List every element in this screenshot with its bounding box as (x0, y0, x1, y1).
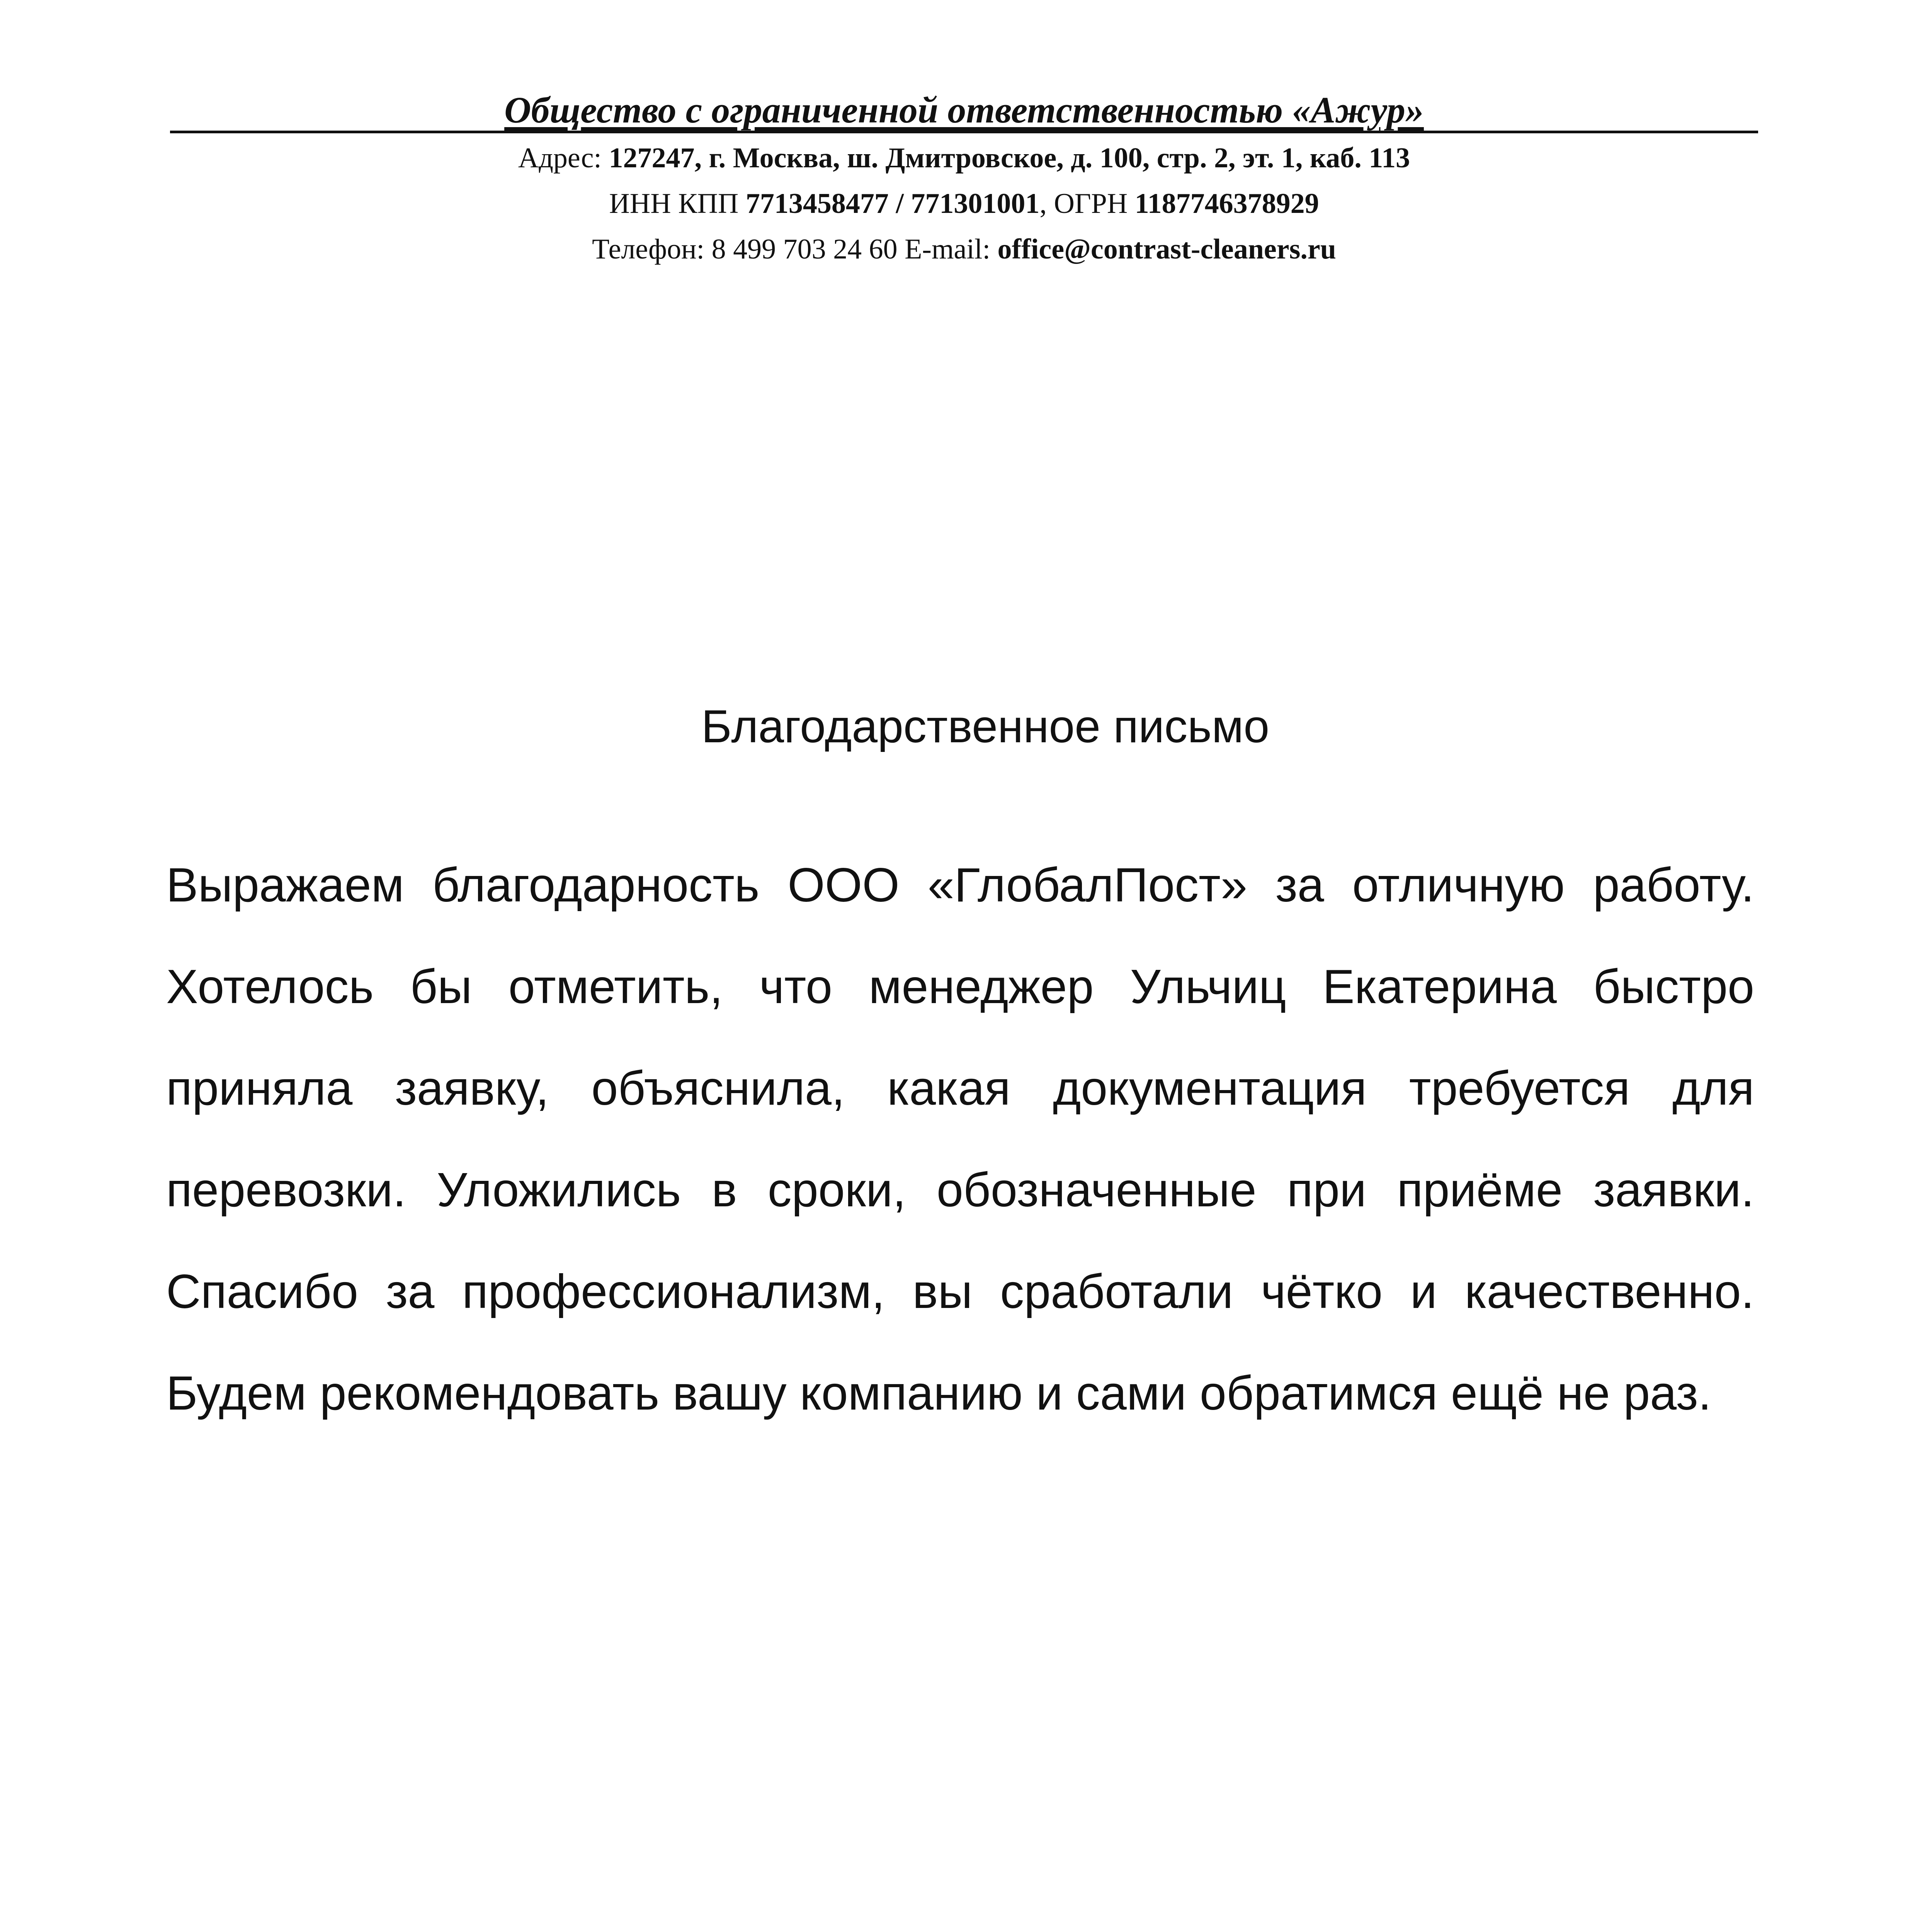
inn-label: ИНН КПП (609, 188, 746, 219)
letterhead-rule (170, 131, 1758, 133)
address-line (170, 135, 1758, 181)
phone-label: Телефон: 8 499 703 24 60 E-mail: (592, 233, 998, 265)
inn-line (170, 181, 1758, 226)
inn-value: 7713458477 / 771301001 (745, 188, 1040, 219)
address-value: 127247, г. Москва, ш. Дмитровское, д. 100, стр. 2, эт. 1, каб. 113 (609, 142, 1410, 174)
company-name: Общество с ограниченной ответственностью «Ажур» (504, 89, 1424, 131)
letterhead (170, 85, 1758, 272)
address-label: Адрес: (518, 142, 609, 174)
email-value: office@contrast-cleaners.ru (997, 233, 1336, 265)
contact-line (170, 226, 1758, 272)
document-title: Благодарственное письмо (701, 701, 1270, 752)
ogrn-label: , ОГРН (1039, 188, 1135, 219)
ogrn-value: 1187746378929 (1134, 188, 1319, 219)
letter-body: Выражаем благодарность ООО «ГлобалПост» за отличную работу. Хотелось бы отметить, что менеджер Ульчиц Екатерина быстро приняла заявку, объяснила, какая документация требуется для перевозки. Уложились в сроки, обозначенные при приёме заявки. Спасибо за профессионализм, вы сработали чётко и качественно. Будем рекомендовать вашу компанию и сами обратимся ещё не раз. (166, 859, 1754, 1420)
